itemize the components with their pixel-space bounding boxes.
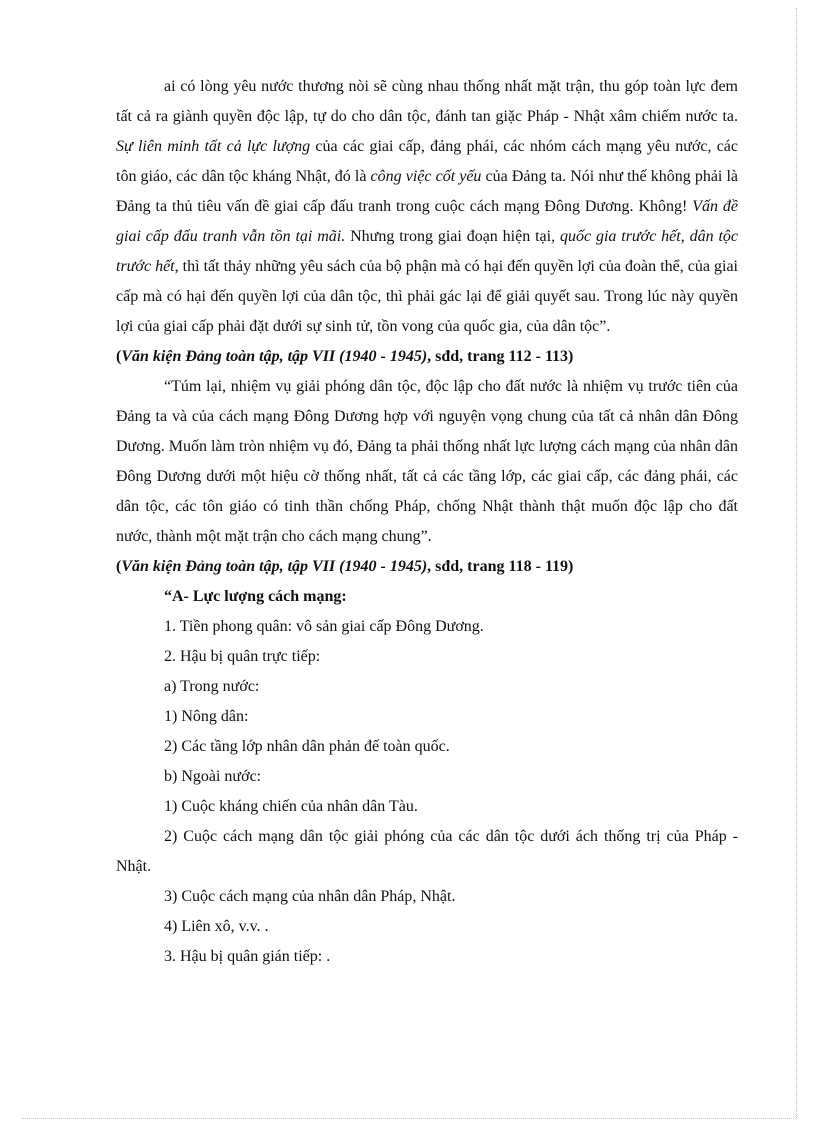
list-heading: “A- Lực lượng cách mạng:: [164, 588, 347, 605]
page-edge-right: [796, 8, 797, 1118]
paragraph-1-part-a: ai có lòng yêu nước thương nòi sẽ cùng nhau thống nhất mặt trận, thu góp toàn lực đem tất cả ra giành quyền độc lập, tự do cho dân tộc, đánh tan giặc Pháp - Nhật xâm chiếm nước ta.: [116, 78, 738, 125]
paragraph-1-part-c: của các giai cấp, đảng phái, các nhóm cách mạng yêu nước, các tôn giáo, các dân tộc kháng Nhật, đó là: [116, 138, 738, 185]
paragraph-1: [116, 72, 738, 342]
paragraph-1-part-e: của Đảng ta. Nói như thế không phải là Đảng ta thủ tiêu vấn đề giai cấp đấu tranh trong cuộc cách mạng Đông Dương. Không!: [116, 168, 738, 215]
list-item: b) Ngoài nước:: [164, 768, 262, 785]
list-item: a) Trong nước:: [164, 678, 260, 695]
list-item: 3. Hậu bị quân gián tiếp: .: [164, 948, 331, 965]
paragraph-1-part-i: , thì tất thảy những yêu sách của bộ phận mà có hại đến quyền lợi của đoàn thể, của giai cấp mà có hại đến quyền lợi của dân tộc, thì phải gác lại để giải quyết sau. Trong lúc này quyền lợi của giai cấp phải đặt dưới sự sinh tử, tồn vong của quốc gia, của dân tộc”.: [116, 258, 738, 335]
paragraph-1-emphasis-alliance: Sự liên minh tất cả lực lượng: [116, 138, 311, 155]
list-item: 1. Tiền phong quân: vô sản giai cấp Đông Dương.: [164, 618, 484, 635]
citation-1: [116, 342, 738, 372]
document-body: [116, 72, 738, 972]
paragraph-1-emphasis-class-struggle: Vấn đề giai cấp đấu tranh vẫn tồn tại mãi.: [116, 198, 739, 245]
citation-2: [116, 552, 738, 582]
list-item: 2. Hậu bị quân trực tiếp:: [164, 648, 321, 665]
citation-1-title: Văn kiện Đảng toàn tập, tập VII (1940 - 1945): [121, 348, 428, 365]
citation-2-rest: , sđd, trang 118 - 119): [427, 558, 574, 575]
citation-1-rest: , sđd, trang 112 - 113): [427, 348, 574, 365]
page-edge-bottom: [22, 1118, 796, 1119]
list-item: 3) Cuộc cách mạng của nhân dân Pháp, Nhật.: [164, 888, 456, 905]
paragraph-1-emphasis-nation-first: quốc gia trước hết, dân tộc trước hết: [116, 228, 739, 275]
paragraph-2: “Túm lại, nhiệm vụ giải phóng dân tộc, độc lập cho đất nước là nhiệm vụ trước tiên của Đảng ta và của cách mạng Đông Dương hợp với nguyện vọng chung của tất cả nhân dân Đông Dương. Muốn làm tròn nhiệm vụ đó, Đảng ta phải thống nhất lực lượng cách mạng của nhân dân Đông Dương dưới một hiệu cờ thống nhất, tất cả các tầng lớp, các giai cấp, các đảng phái, các dân tộc, các tôn giáo có tinh thần chống Pháp, chống Nhật thành thật muốn độc lập cho đất nước, thành một mặt trận cho cách mạng chung”.: [116, 378, 738, 545]
citation-2-open: (: [116, 558, 122, 575]
list-item: 2) Các tầng lớp nhân dân phản đế toàn quốc.: [164, 738, 450, 755]
list-item: 1) Cuộc kháng chiến của nhân dân Tàu.: [164, 798, 418, 815]
paragraph-1-emphasis-core-task: công việc cốt yếu: [370, 168, 482, 185]
list-item: 4) Liên xô, v.v. .: [164, 918, 269, 935]
paragraph-1-part-g: Nhưng trong giai đoạn hiện tại,: [345, 228, 560, 245]
list-item: 1) Nông dân:: [164, 708, 249, 725]
list-item: 2) Cuộc cách mạng dân tộc giải phóng của các dân tộc dưới ách thống trị của Pháp - Nhật.: [116, 828, 738, 875]
citation-1-open: (: [116, 348, 122, 365]
citation-2-title: Văn kiện Đảng toàn tập, tập VII (1940 - 1945): [121, 558, 428, 575]
